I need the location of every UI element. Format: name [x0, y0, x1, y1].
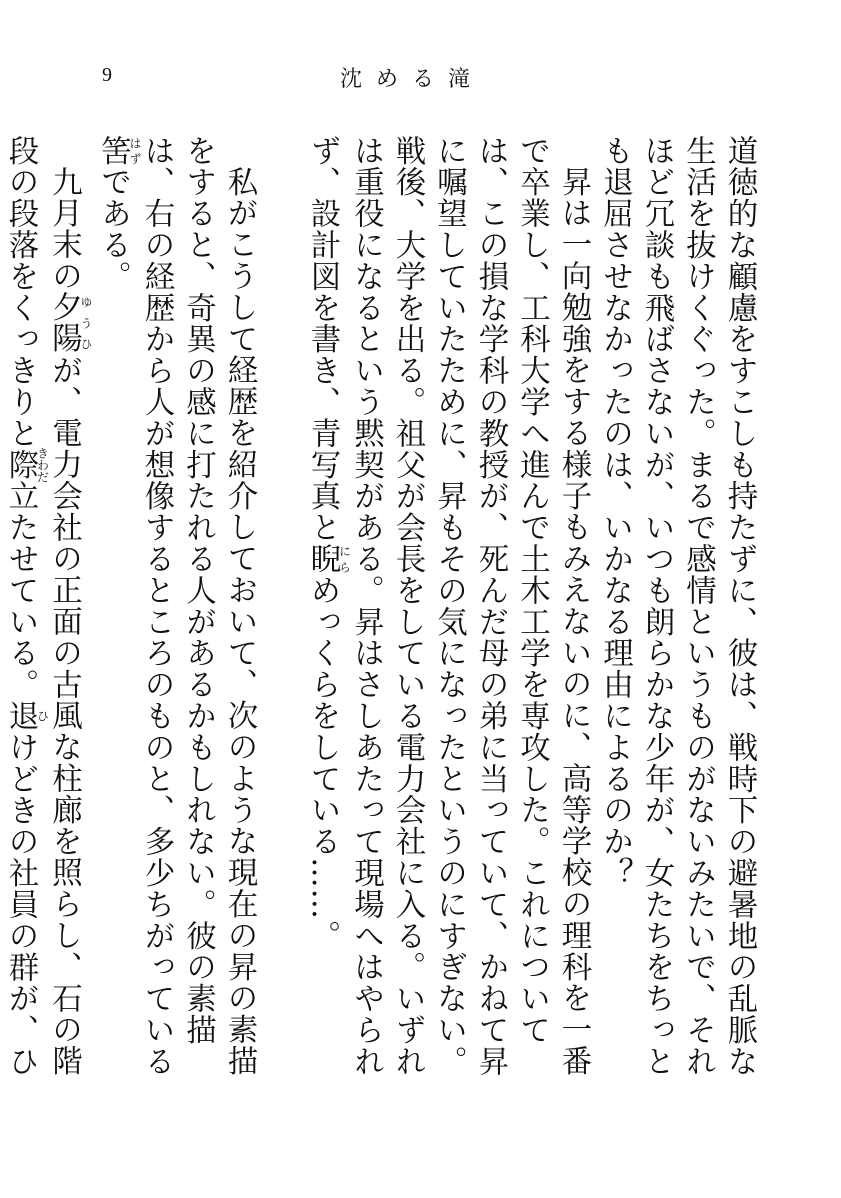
paragraph: 九月末の夕陽ゆうひが、電力会社の正面の古風な柱廊を照らし、石の階段の段落をくっきりと際きわだ立たせている。退ひけどきの社員の群が、ひ — [3, 135, 93, 1078]
ruby-annotation: 際きわだ — [3, 446, 50, 483]
ruby-annotation: 睨にら — [305, 543, 352, 575]
paragraph: 私がこうして経歴を紹介しておいて、次のような現在の昇の素描をすると、奇異の感に打たれる人があるかもしれない。彼の素描は、右の経歴から人が想像するところのものと、多少ちがっている筈はずである。 — [95, 135, 257, 1077]
paragraph: 昇は一向勉強をする様子もみえないのに、高等学校の理科を一番で卒業し、工科大学へ進んで土木工学を専攻した。これについては、この損な学科の教授が、死んだ母の弟に当っていて、かねて昇に嘱望していたために、昇もその気になったというのにすぎない。戦後、大学を出る。祖父が会長をしている電力会社に入る。いずれは重役になるという黙契がある。昇はさしあたって現場へはやられず、設計図を書き、青写真と睨にらめっくらをしている……。 — [305, 135, 591, 1077]
paragraph: 道徳的な顧慮をすこしも持たずに、彼は、戦時下の避暑地の乱脈な生活を抜けくぐった。まるで感情というものがないみたいで、それほど冗談も飛ばさないが、いつも朗らかな少年が、女たちをちっとも退屈させなかったのは、いかなる理由によるのか？ — [597, 135, 757, 1077]
body-text — [3, 135, 760, 1095]
running-title: 沈める滝 — [340, 67, 485, 92]
page-number: 9 — [102, 64, 112, 86]
ruby-annotation: 退ひ — [3, 700, 50, 732]
ruby-annotation: 夕陽ゆうひ — [46, 291, 93, 354]
ruby-annotation: 筈はず — [95, 135, 142, 167]
section-break — [260, 135, 302, 1095]
